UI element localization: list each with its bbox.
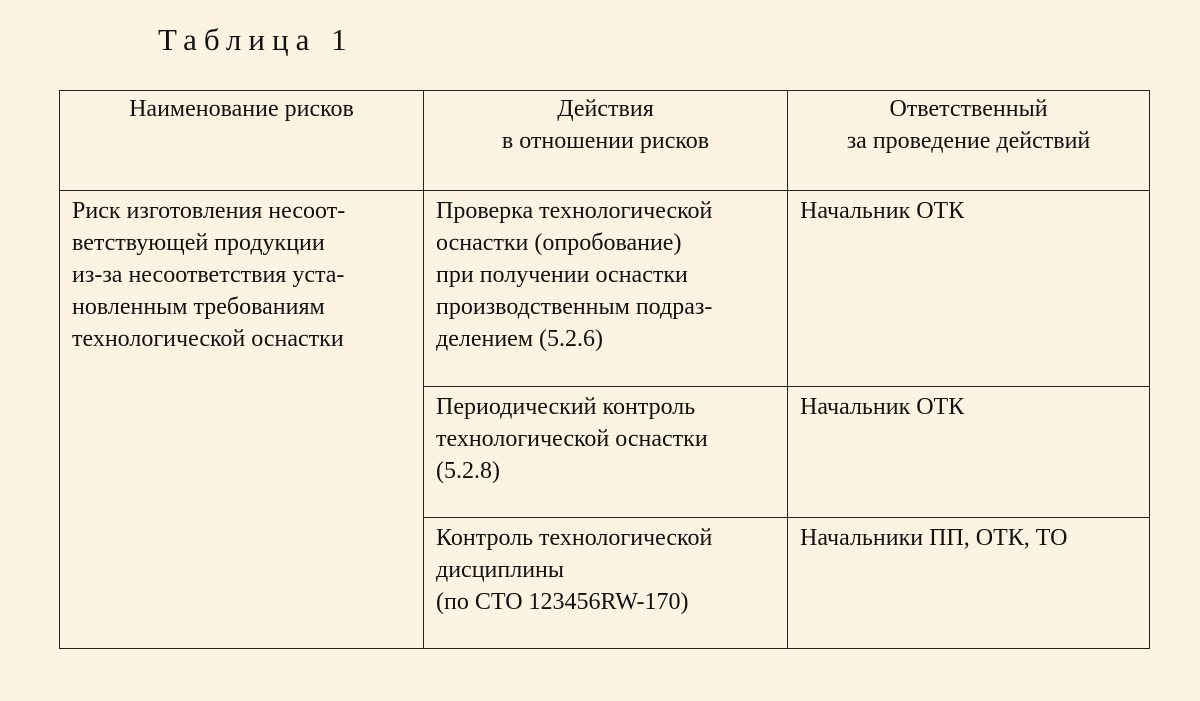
header-actions: Действия в отношении рисков xyxy=(424,91,788,191)
table-row xyxy=(60,191,1150,387)
header-row xyxy=(60,91,1150,191)
responsible-cell: Начальник ОТК xyxy=(788,387,1150,518)
action-cell: Проверка технологической оснастки (опробование) при получении оснастки производственным подраз- делением (5.2.6) xyxy=(424,191,788,387)
action-cell: Контроль технологической дисциплины (по СТО 123456RW-170) xyxy=(424,518,788,649)
header-risk-name: Наименование рисков xyxy=(60,91,424,191)
risk-name-cell: Риск изготовления несоот- ветствующей продукции из-за несоответствия уста- новленным требованиям технологической оснастки xyxy=(60,191,424,649)
action-cell: Периодический контроль технологической оснастки (5.2.8) xyxy=(424,387,788,518)
responsible-cell: Начальники ПП, ОТК, ТО xyxy=(788,518,1150,649)
table-title: Таблица 1 xyxy=(158,22,354,57)
risk-table xyxy=(59,90,1150,649)
header-responsible: Ответственный за проведение действий xyxy=(788,91,1150,191)
responsible-cell: Начальник ОТК xyxy=(788,191,1150,387)
